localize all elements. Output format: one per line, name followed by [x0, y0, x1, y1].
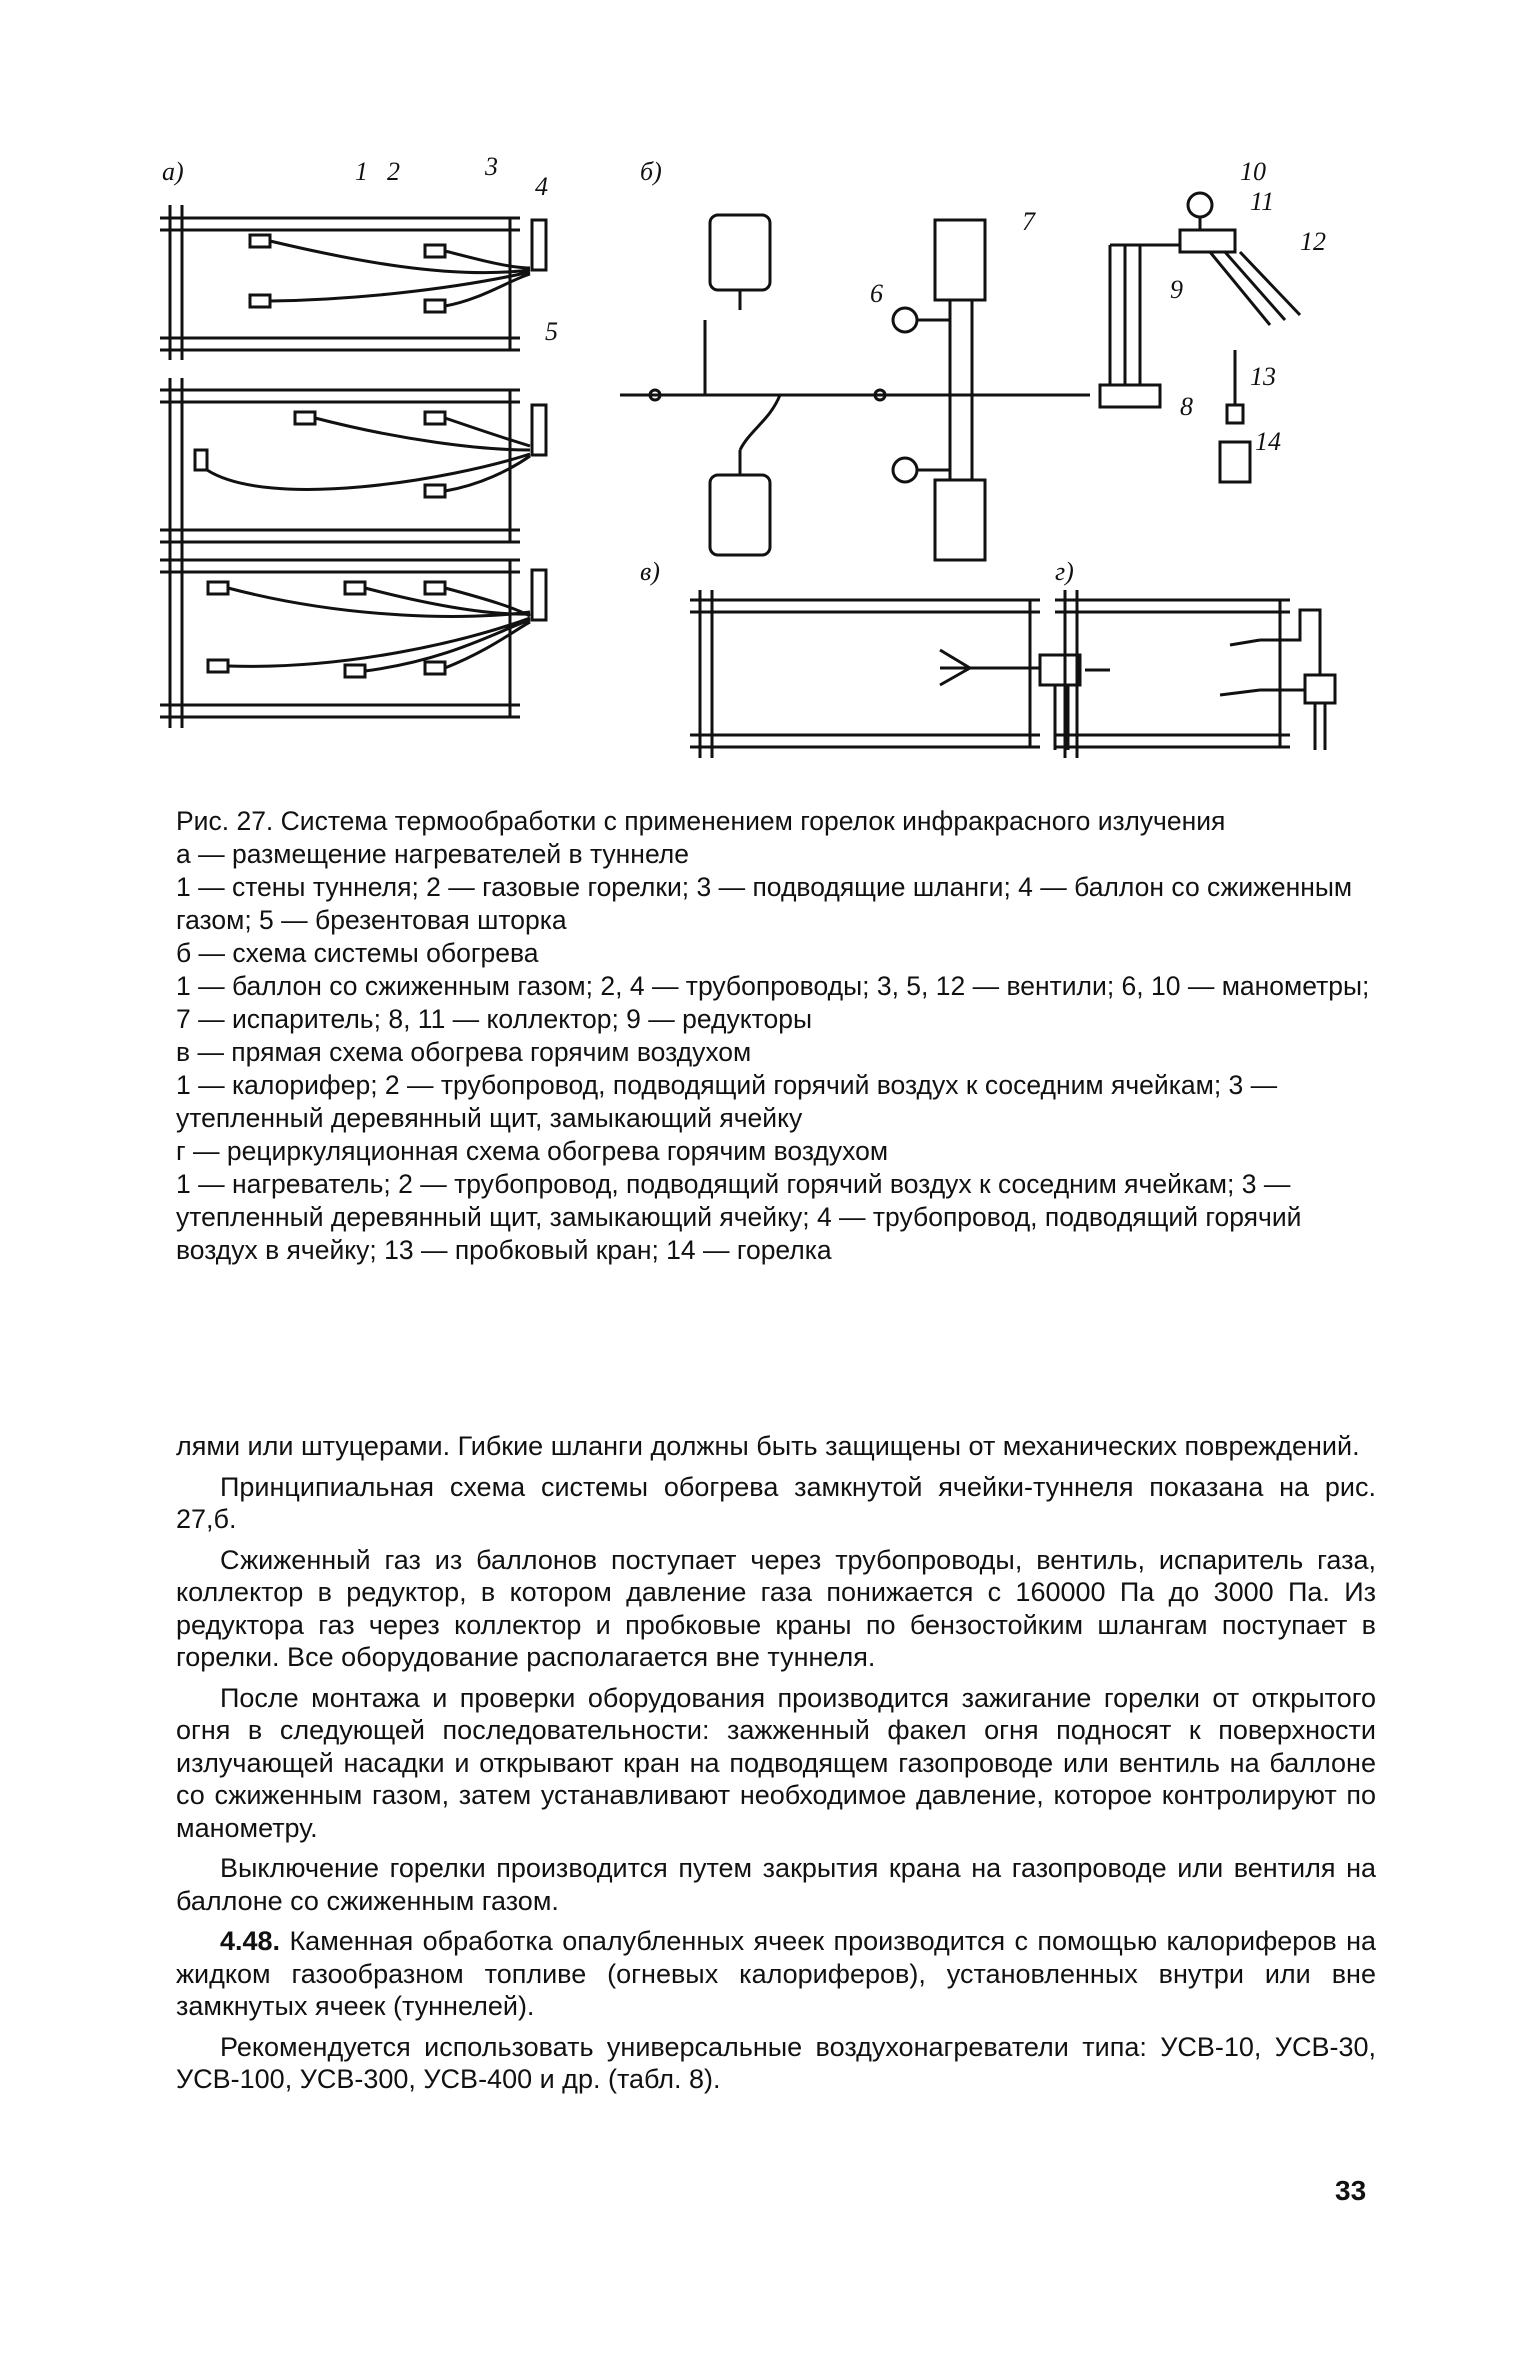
- caption-line: 1 — баллон со сжиженным газом; 2, 4 — трубопроводы; 3, 5, 12 — вентили; 6, 10 — манометры; 7 — испаритель; 8, 11 — коллектор; 9 — редукторы: [176, 971, 1370, 1034]
- callout-8: 8: [1180, 392, 1193, 421]
- callout-14: 14: [1255, 427, 1281, 456]
- caption-line: 1 — нагреватель; 2 — трубопровод, подводящий горячий воздух к соседним ячейкам; 3 — утепленный деревянный щит, замыкающий ячейку; 4 — трубопровод, подводящий горячий воздух в ячейку; 13 — пробковый кран; 14 — горелка: [176, 1169, 1302, 1265]
- section-number: 4.48.: [220, 1926, 281, 1956]
- caption-line: в — прямая схема обогрева горячим воздухом: [176, 1037, 752, 1067]
- caption-line: 1 — калорифер; 2 — трубопровод, подводящий горячий воздух к соседним ячейкам; 3 — утепленный деревянный щит, замыкающий ячейку: [176, 1070, 1278, 1133]
- paragraph: Сжиженный газ из баллонов поступает через трубопроводы, вентиль, испаритель газа, коллектор в редуктор, в котором давление газа понижается с 160000 Па до 3000 Па. Из редуктора газ через коллектор и пробковые краны по бензостойким шлангам поступает в горелки. Все оборудование располагается вне туннеля.: [176, 1544, 1376, 1672]
- panel-g: [1055, 557, 1335, 758]
- paragraph: Выключение горелки производится путем закрытия крана на газопроводе или вентиля на баллоне со сжиженным газом.: [176, 1853, 1376, 1916]
- paragraph: Принципиальная схема системы обогрева замкнутой ячейки-туннеля показана на рис. 27,б.: [176, 1471, 1376, 1534]
- paragraph: После монтажа и проверки оборудования производится зажигание горелки от открытого огня в следующей последовательности: зажженный факел огня подносят к поверхности излучающей насадки и открывают кран на подводящем газопроводе или вентиль на баллоне со сжиженным газом, затем устанавливают необходимое давление, которое контролируют по манометру.: [176, 1682, 1376, 1843]
- callout-13: 13: [1250, 362, 1276, 391]
- paragraph-text: Каменная обработка опалубленных ячеек производится с помощью калориферов на жидком газообразном топливе (огневых калориферов), установленных внутри или вне замкнутых ячеек (туннелей).: [176, 1926, 1376, 2021]
- label-v: в): [640, 557, 660, 586]
- page-number: 33: [1335, 2175, 1367, 2206]
- paragraph: лями или штуцерами. Гибкие шланги должны быть защищены от механических повреждений.: [176, 1431, 1360, 1461]
- callout-4: 4: [535, 172, 548, 201]
- callout-1: 1: [355, 157, 368, 186]
- caption-line: 1 — стены туннеля; 2 — газовые горелки; 3 — подводящие шланги; 4 — баллон со сжиженным газом; 5 — брезентовая шторка: [176, 872, 1353, 935]
- callout-9: 9: [1170, 275, 1183, 304]
- body-text: [176, 1430, 1376, 2104]
- callout-5: 5: [545, 317, 558, 346]
- callout-10: 10: [1240, 157, 1266, 186]
- figure-27: [150, 150, 1390, 770]
- label-g: г): [1055, 557, 1074, 586]
- callout-7: 7: [1022, 207, 1035, 236]
- panel-a: [160, 157, 546, 728]
- label-a: а): [162, 157, 184, 186]
- paragraph-4-48: [176, 1925, 1376, 2023]
- caption-line: г — рециркуляционная схема обогрева горячим воздухом: [176, 1136, 889, 1166]
- panel-v: [640, 557, 1110, 758]
- caption-title: Рис. 27. Система термообработки с применением горелок инфракрасного излучения: [176, 806, 1226, 836]
- paragraph: Рекомендуется использовать универсальные воздухонагреватели типа: УСВ-10, УСВ-30, УСВ-100, УСВ-300, УСВ-400 и др. (табл. 8).: [176, 2031, 1376, 2094]
- callout-6: 6: [870, 279, 883, 308]
- callout-11: 11: [1250, 187, 1275, 216]
- callout-12: 12: [1300, 227, 1326, 256]
- panel-b: [620, 157, 1300, 560]
- figure-caption: [176, 805, 1376, 1267]
- caption-line: а — размещение нагревателей в туннеле: [176, 839, 689, 869]
- callout-3: 3: [485, 152, 498, 181]
- caption-line: б — схема системы обогрева: [176, 938, 539, 968]
- callout-2: 2: [387, 157, 400, 186]
- label-b: б): [640, 157, 662, 186]
